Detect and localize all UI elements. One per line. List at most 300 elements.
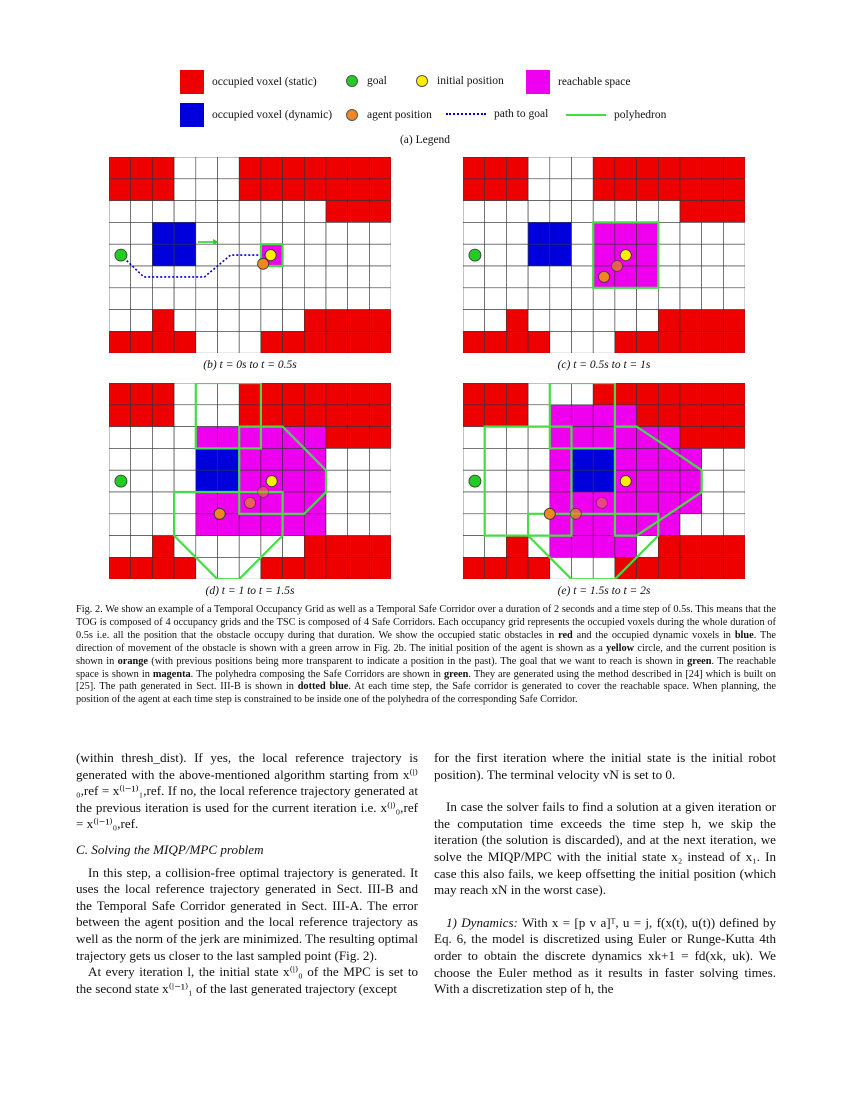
static-voxel [326, 557, 348, 579]
free-voxel [218, 310, 240, 332]
free-voxel [131, 222, 153, 244]
free-voxel [506, 201, 528, 223]
free-voxel [723, 288, 745, 310]
free-voxel [369, 288, 391, 310]
free-voxel [174, 448, 196, 470]
static-voxel [348, 179, 370, 201]
free-voxel [109, 310, 131, 332]
static-voxel [593, 179, 615, 201]
free-voxel [196, 244, 218, 266]
initial-marker [266, 476, 277, 487]
free-voxel [348, 492, 370, 514]
dynamic-voxel [152, 222, 174, 244]
static-voxel [131, 157, 153, 179]
static-voxel [283, 331, 305, 353]
dynamic-voxel [572, 448, 594, 470]
reachable-voxel [637, 492, 659, 514]
free-voxel [680, 288, 702, 310]
static-voxel [304, 557, 326, 579]
static-voxel [680, 405, 702, 427]
free-voxel [174, 310, 196, 332]
static-voxel [680, 427, 702, 449]
free-voxel [723, 244, 745, 266]
free-voxel [196, 405, 218, 427]
reachable-voxel [283, 514, 305, 536]
free-voxel [218, 383, 240, 405]
free-voxel [550, 383, 572, 405]
free-voxel [369, 222, 391, 244]
static-voxel [369, 157, 391, 179]
free-voxel [528, 288, 550, 310]
static-voxel [615, 331, 637, 353]
free-voxel [463, 310, 485, 332]
static-voxel [637, 157, 659, 179]
static-voxel [348, 310, 370, 332]
legend-agent [346, 109, 432, 121]
reachable-voxel [615, 492, 637, 514]
free-voxel [702, 244, 724, 266]
free-voxel [485, 427, 507, 449]
goal-marker [469, 475, 481, 487]
static-voxel [131, 331, 153, 353]
free-voxel [152, 427, 174, 449]
static-voxel [152, 331, 174, 353]
static-voxel [152, 536, 174, 558]
static-voxel [723, 405, 745, 427]
panel-e-caption: (e) t = 1.5s to t = 2s [557, 585, 651, 597]
free-voxel [702, 266, 724, 288]
free-voxel [528, 157, 550, 179]
dynamic-voxel [218, 470, 240, 492]
caption-text-6: . The reachable space is shown in [76, 655, 777, 680]
reachable-voxel [550, 448, 572, 470]
free-voxel [109, 536, 131, 558]
free-voxel [369, 514, 391, 536]
static-voxel [637, 179, 659, 201]
reachable-voxel [239, 427, 261, 449]
static-voxel [283, 157, 305, 179]
static-voxel [239, 179, 261, 201]
free-voxel [348, 288, 370, 310]
legend-polyhedron [566, 109, 666, 121]
free-voxel [528, 405, 550, 427]
free-voxel [348, 514, 370, 536]
static-voxel [615, 157, 637, 179]
free-voxel [485, 310, 507, 332]
free-voxel [109, 201, 131, 223]
agent-swatch [346, 109, 358, 121]
free-voxel [326, 244, 348, 266]
static-voxel [304, 331, 326, 353]
free-voxel [463, 514, 485, 536]
free-voxel [463, 288, 485, 310]
static-voxel [485, 331, 507, 353]
static-voxel [723, 383, 745, 405]
reachable-voxel [572, 427, 594, 449]
free-voxel [283, 266, 305, 288]
free-voxel [506, 427, 528, 449]
free-voxel [174, 405, 196, 427]
agent-marker [245, 497, 256, 508]
left-para-1: (within thresh_dist). If yes, the local reference trajectory is generated with the above-mentioned algorithm starting from x⁽ˡ⁾₀,ref = x⁽ˡ⁻¹⁾₁,ref. If no, the local reference trajectory generated at the previous iteration is used for the current iteration i.e. x⁽ˡ⁾₀,ref = x⁽ˡ⁻¹⁾₀,ref. [76, 750, 418, 832]
static-voxel [658, 179, 680, 201]
free-voxel [218, 331, 240, 353]
static-voxel [326, 427, 348, 449]
static-voxel [658, 536, 680, 558]
free-voxel [550, 288, 572, 310]
free-voxel [174, 179, 196, 201]
legend-path [446, 108, 548, 120]
static-voxel [463, 179, 485, 201]
dynamics-heading: 1) Dynamics: [446, 914, 518, 930]
free-voxel [485, 266, 507, 288]
free-voxel [485, 470, 507, 492]
free-voxel [702, 492, 724, 514]
static-voxel [304, 157, 326, 179]
legend-path-label: path to goal [494, 108, 549, 120]
goal-swatch [346, 75, 358, 87]
free-voxel [506, 514, 528, 536]
static-voxel [369, 427, 391, 449]
free-voxel [196, 331, 218, 353]
agent-marker [214, 508, 225, 519]
agent-marker [570, 508, 581, 519]
legend-goal-label: goal [367, 75, 387, 87]
static-voxel [485, 557, 507, 579]
initial-marker [265, 250, 276, 261]
free-voxel [702, 222, 724, 244]
static-voxel [369, 310, 391, 332]
free-voxel [174, 157, 196, 179]
static-voxel [680, 557, 702, 579]
caption-green: green [687, 655, 712, 667]
free-voxel [283, 288, 305, 310]
caption-text-3: . The direction of movement of the obstacle is shown with a green arrow in Fig. 2b. The initial position of the agent is shown as a [76, 629, 776, 654]
static-voxel [348, 331, 370, 353]
free-voxel [723, 514, 745, 536]
free-voxel [506, 244, 528, 266]
initial-marker [620, 250, 631, 261]
free-voxel [485, 222, 507, 244]
free-voxel [572, 331, 594, 353]
static-voxel [109, 157, 131, 179]
free-voxel [109, 266, 131, 288]
caption-dotted-blue: dotted blue [297, 681, 349, 693]
legend-reachable [526, 70, 630, 94]
agent-marker [612, 261, 623, 272]
static-voxel [152, 405, 174, 427]
static-voxel [109, 405, 131, 427]
free-voxel [593, 310, 615, 332]
free-voxel [485, 448, 507, 470]
reachable-voxel [658, 427, 680, 449]
free-voxel [485, 536, 507, 558]
dynamic-voxel [572, 470, 594, 492]
panel-d-grid [109, 383, 391, 579]
panel-b-grid [109, 157, 391, 353]
free-voxel [326, 266, 348, 288]
static-voxel [304, 383, 326, 405]
free-voxel [261, 310, 283, 332]
free-voxel [528, 427, 550, 449]
free-voxel [637, 288, 659, 310]
free-voxel [572, 222, 594, 244]
free-voxel [528, 179, 550, 201]
caption-magenta: magenta [152, 668, 191, 680]
static-voxel [326, 157, 348, 179]
free-voxel [152, 266, 174, 288]
free-voxel [326, 514, 348, 536]
dynamic-voxel [593, 470, 615, 492]
free-voxel [196, 288, 218, 310]
free-voxel [131, 448, 153, 470]
static-voxel [109, 383, 131, 405]
static-voxel [463, 157, 485, 179]
static-voxel [485, 179, 507, 201]
free-voxel [528, 310, 550, 332]
static-voxel [348, 405, 370, 427]
reachable-voxel [615, 405, 637, 427]
legend-caption: (a) Legend [399, 134, 451, 146]
free-voxel [572, 157, 594, 179]
free-voxel [326, 448, 348, 470]
static-voxel [369, 383, 391, 405]
static-voxel [506, 157, 528, 179]
static-voxel [261, 405, 283, 427]
legend-initial [416, 75, 504, 87]
free-voxel [218, 179, 240, 201]
static-voxel [326, 179, 348, 201]
free-voxel [572, 179, 594, 201]
static-voxel [369, 179, 391, 201]
free-voxel [463, 448, 485, 470]
agent-marker [258, 258, 269, 269]
static-voxel [152, 310, 174, 332]
left-para-3: At every iteration l, the initial state x⁽ˡ⁾₀ of the MPC is set to the second state x⁽ˡ⁻¹⁾₁ of the last generated trajectory (except [76, 964, 418, 996]
free-voxel [304, 222, 326, 244]
static-voxel [152, 179, 174, 201]
static-voxel [348, 536, 370, 558]
free-voxel [485, 514, 507, 536]
static-voxel [261, 157, 283, 179]
static-voxel [702, 201, 724, 223]
reachable-voxel [615, 427, 637, 449]
legend-static-label: occupied voxel (static) [212, 76, 317, 88]
static-voxel [506, 405, 528, 427]
static-voxel [304, 536, 326, 558]
free-voxel [109, 514, 131, 536]
static-voxel [506, 557, 528, 579]
static-voxel [261, 331, 283, 353]
free-voxel [463, 266, 485, 288]
free-voxel [463, 222, 485, 244]
free-voxel [528, 266, 550, 288]
free-voxel [109, 288, 131, 310]
caption-text-8: . They are generated using the method described in [24] which is built on [25]. The path generated in Sect. III-B is shown in [76, 668, 777, 693]
reachable-voxel [593, 427, 615, 449]
static-voxel [658, 157, 680, 179]
free-voxel [131, 310, 153, 332]
left-para-2: In this step, a collision-free optimal trajectory is generated. It uses the local reference trajectory generated in Sect. III-B and the Temporal Safe Corridor generated in Sect. III-A. The error between the agent position and the local reference trajectory as well as the norm of the jerk are minimized. The resulting optimal trajectory gets us closer to the last sampled point (Fig. 2). [76, 864, 418, 963]
static-voxel [261, 557, 283, 579]
free-voxel [680, 244, 702, 266]
static-voxel [637, 405, 659, 427]
reachable-voxel [593, 514, 615, 536]
static-voxel [637, 557, 659, 579]
reachable-voxel [283, 448, 305, 470]
free-voxel [239, 201, 261, 223]
free-voxel [723, 222, 745, 244]
free-voxel [152, 492, 174, 514]
free-voxel [218, 266, 240, 288]
free-voxel [348, 448, 370, 470]
free-voxel [196, 201, 218, 223]
free-voxel [304, 244, 326, 266]
reachable-voxel [658, 514, 680, 536]
free-voxel [304, 266, 326, 288]
panel-d-caption: (d) t = 1 to t = 1.5s [205, 585, 295, 597]
free-voxel [109, 492, 131, 514]
free-voxel [615, 288, 637, 310]
static-voxel [174, 557, 196, 579]
free-voxel [174, 288, 196, 310]
free-voxel [593, 331, 615, 353]
free-voxel [572, 557, 594, 579]
free-voxel [637, 310, 659, 332]
static-voxel [369, 331, 391, 353]
free-voxel [369, 470, 391, 492]
legend-goal [346, 75, 387, 87]
goal-marker [115, 475, 127, 487]
reachable-voxel [593, 244, 615, 266]
legend-dynamic [180, 103, 332, 127]
static-voxel [637, 331, 659, 353]
free-voxel [239, 222, 261, 244]
free-voxel [218, 536, 240, 558]
static-voxel [326, 383, 348, 405]
free-voxel [528, 470, 550, 492]
free-voxel [109, 427, 131, 449]
right-column [434, 750, 776, 998]
static-voxel [174, 331, 196, 353]
right-para-2: In case the solver fails to find a solution at a given iteration or the computation time exceeds the time step h, we skip the iteration (the solution is discarded), and at the next iteration, we solve the MIQP/MPC with the initial state x₂ instead of x₁. In case this also fails, we keep offsetting the initial position (which may reach xN in the worst case). [434, 799, 776, 898]
free-voxel [109, 222, 131, 244]
free-voxel [218, 405, 240, 427]
static-voxel [239, 405, 261, 427]
free-voxel [218, 557, 240, 579]
free-voxel [369, 448, 391, 470]
static-voxel [702, 557, 724, 579]
agent-marker [596, 497, 607, 508]
free-voxel [304, 201, 326, 223]
free-voxel [326, 492, 348, 514]
free-voxel [174, 383, 196, 405]
free-voxel [485, 201, 507, 223]
free-voxel [637, 201, 659, 223]
free-voxel [680, 222, 702, 244]
reachable-voxel [283, 470, 305, 492]
free-voxel [218, 201, 240, 223]
caption-blue: blue [734, 629, 754, 641]
free-voxel [572, 310, 594, 332]
static-voxel [658, 557, 680, 579]
free-voxel [550, 310, 572, 332]
static-voxel [723, 201, 745, 223]
caption-red: red [558, 629, 573, 641]
static-voxel [304, 310, 326, 332]
static-voxel [615, 383, 637, 405]
free-voxel [152, 448, 174, 470]
caption-text-1: Fig. 2. We show an example of a Temporal Occupancy Grid as well as a Temporal Safe Corridor over a duration of 2 seconds and a time step of 0.5s. This means that the TOG is composed of 4 occupancy grids and the TSC is composed of 4 Safe Corridors. Each occupancy grid represents the occupied voxels during the whole duration of 0.5s i.e. all the position that the obstacle occupy during that duration. We show the occupied static obstacles in [76, 604, 776, 641]
reachable-voxel [658, 470, 680, 492]
free-voxel [485, 244, 507, 266]
static-voxel [109, 179, 131, 201]
dynamic-voxel [174, 222, 196, 244]
caption-text-5: (with previous positions being more transparent to indicate a position in the past). The goal that we want to reach is shown in [147, 655, 688, 667]
free-voxel [283, 536, 305, 558]
free-voxel [680, 514, 702, 536]
static-voxel [326, 536, 348, 558]
free-voxel [702, 288, 724, 310]
free-voxel [131, 470, 153, 492]
reachable-voxel [304, 427, 326, 449]
free-voxel [239, 331, 261, 353]
reachable-voxel [615, 536, 637, 558]
static-voxel [680, 331, 702, 353]
panel-e-grid [463, 383, 745, 579]
free-voxel [506, 288, 528, 310]
free-voxel [658, 222, 680, 244]
static-voxel [506, 331, 528, 353]
free-voxel [550, 179, 572, 201]
static-voxel [463, 405, 485, 427]
reachable-voxel [261, 514, 283, 536]
free-voxel [283, 201, 305, 223]
free-voxel [348, 266, 370, 288]
free-voxel [572, 383, 594, 405]
reachable-voxel [615, 448, 637, 470]
legend-polyhedron-label: polyhedron [614, 109, 667, 121]
reachable-voxel [615, 514, 637, 536]
static-voxel [637, 383, 659, 405]
static-voxel [506, 179, 528, 201]
free-voxel [593, 557, 615, 579]
static-voxel [723, 157, 745, 179]
free-voxel [131, 288, 153, 310]
free-voxel [283, 244, 305, 266]
free-voxel [723, 448, 745, 470]
free-voxel [506, 266, 528, 288]
free-voxel [261, 201, 283, 223]
static-voxel [152, 557, 174, 579]
reachable-voxel [680, 470, 702, 492]
reachable-voxel [572, 405, 594, 427]
reachable-voxel [239, 470, 261, 492]
legend-reachable-label: reachable space [558, 76, 631, 88]
dynamic-voxel [550, 222, 572, 244]
reachable-voxel [550, 427, 572, 449]
free-voxel [239, 536, 261, 558]
reachable-voxel [550, 536, 572, 558]
reachable-voxel [196, 492, 218, 514]
free-voxel [326, 470, 348, 492]
free-voxel [174, 492, 196, 514]
section-title: C. Solving the MIQP/MPC problem [76, 841, 264, 857]
legend-agent-label: agent position [367, 109, 432, 121]
static-voxel [369, 201, 391, 223]
panel-c-grid [463, 157, 745, 353]
free-voxel [463, 536, 485, 558]
